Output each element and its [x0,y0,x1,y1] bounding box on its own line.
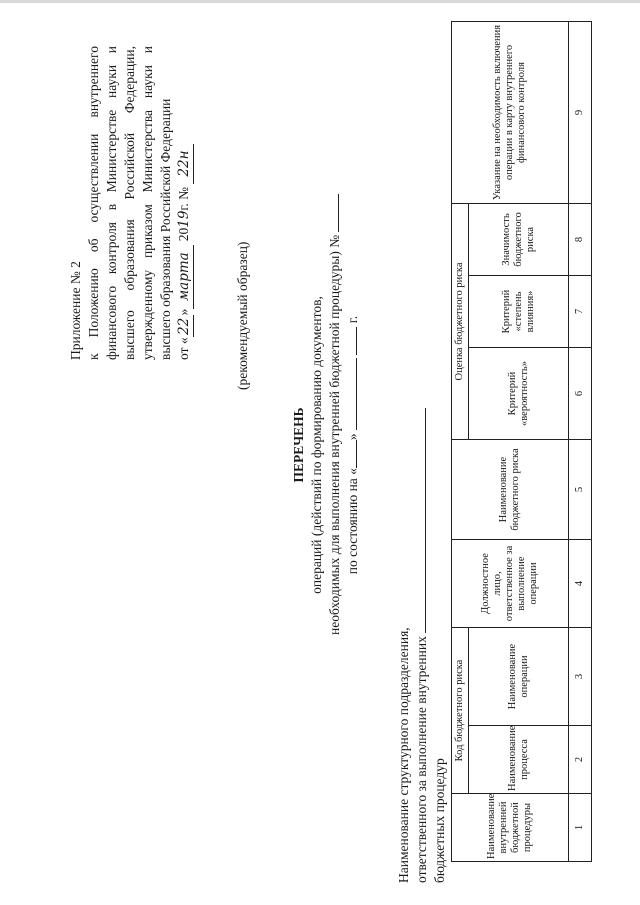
header-cell: Критерий «степень влияния» [469,276,569,348]
appendix-line: утвержденному приказом Министерства науки и [140,46,155,360]
header-cell: Наименование процесса [469,726,569,794]
document-title: ПЕРЕЧЕНЬ [291,407,306,483]
appendix-line: высшего образования Российской Федерации, [122,46,137,360]
appendix-header [67,46,194,360]
column-number: 6 [569,348,592,440]
department-blank [425,408,426,633]
title-date-line [344,255,362,635]
header-cell: Должностное лицо, ответственное за выполнение операции [452,540,569,628]
day-blank [356,440,357,468]
title-line-procedure [326,234,344,635]
department-line: бюджетных процедур [432,758,447,883]
procedure-number-blank [338,194,339,232]
group-header-risk-assessment: Оценка бюджетного риска [452,204,469,440]
column-number: 4 [569,540,592,628]
handwritten-day: 22 [175,315,194,337]
year-prefix: 20 [176,227,191,242]
column-number: 7 [569,276,592,348]
title-line: операций (действий по формированию документов, [309,296,324,594]
table-number-row [569,22,592,862]
date-quote: » [176,308,191,316]
header-cell: Значимость бюджетного риска [469,204,569,276]
column-number: 3 [569,628,592,726]
recommended-sample-note: (рекомендуемый образец) [235,241,250,390]
month-blank [356,358,357,430]
appendix-number: Приложение № 2 [68,261,83,360]
date-prefix: от « [176,337,191,360]
appendix-line: финансового контроля в Министерстве науки и [104,46,119,360]
year-suffix: г. [345,315,360,324]
column-number: 1 [569,794,592,862]
column-number: 8 [569,204,592,276]
as-of-quote: » [345,433,360,441]
as-of-prefix: по состоянию на « [345,468,360,575]
handwritten-year: 19 [176,210,192,228]
table-group-row [452,22,469,862]
header-cell: Указание на необходимость включения операции в карту внутреннего финансового контроля [452,22,569,204]
group-header-risk-code: Код бюджетного риска [452,628,469,794]
department-block [395,383,449,883]
procedure-text: необходимых для выполнения внутренней бюджетной процедуры) № [327,234,342,635]
column-number: 2 [569,726,592,794]
year-blank [356,327,357,355]
header-cell: Наименование бюджетного риска [452,440,569,540]
header-cell: Наименование внутренней бюджетной процедуры [452,794,569,862]
column-number: 5 [569,440,592,540]
operations-table [451,21,592,862]
header-cell: Наименование операции [469,628,569,726]
column-number: 9 [569,22,592,204]
department-line [413,383,431,883]
department-text: ответственного за выполнение внутренних [414,636,429,883]
title-block [290,234,362,635]
header-cell: Критерий «вероятность» [469,348,569,440]
appendix-line: к Положению об осуществлении внутреннего [86,46,101,360]
appendix-line: высшего образования Российской Федерации [158,98,173,360]
handwritten-order-number: 22н [175,144,194,184]
handwritten-month: марта [175,245,194,309]
appendix-date-line [175,46,194,360]
department-line: Наименование структурного подразделения, [396,627,411,883]
year-end: г. № [176,186,191,211]
